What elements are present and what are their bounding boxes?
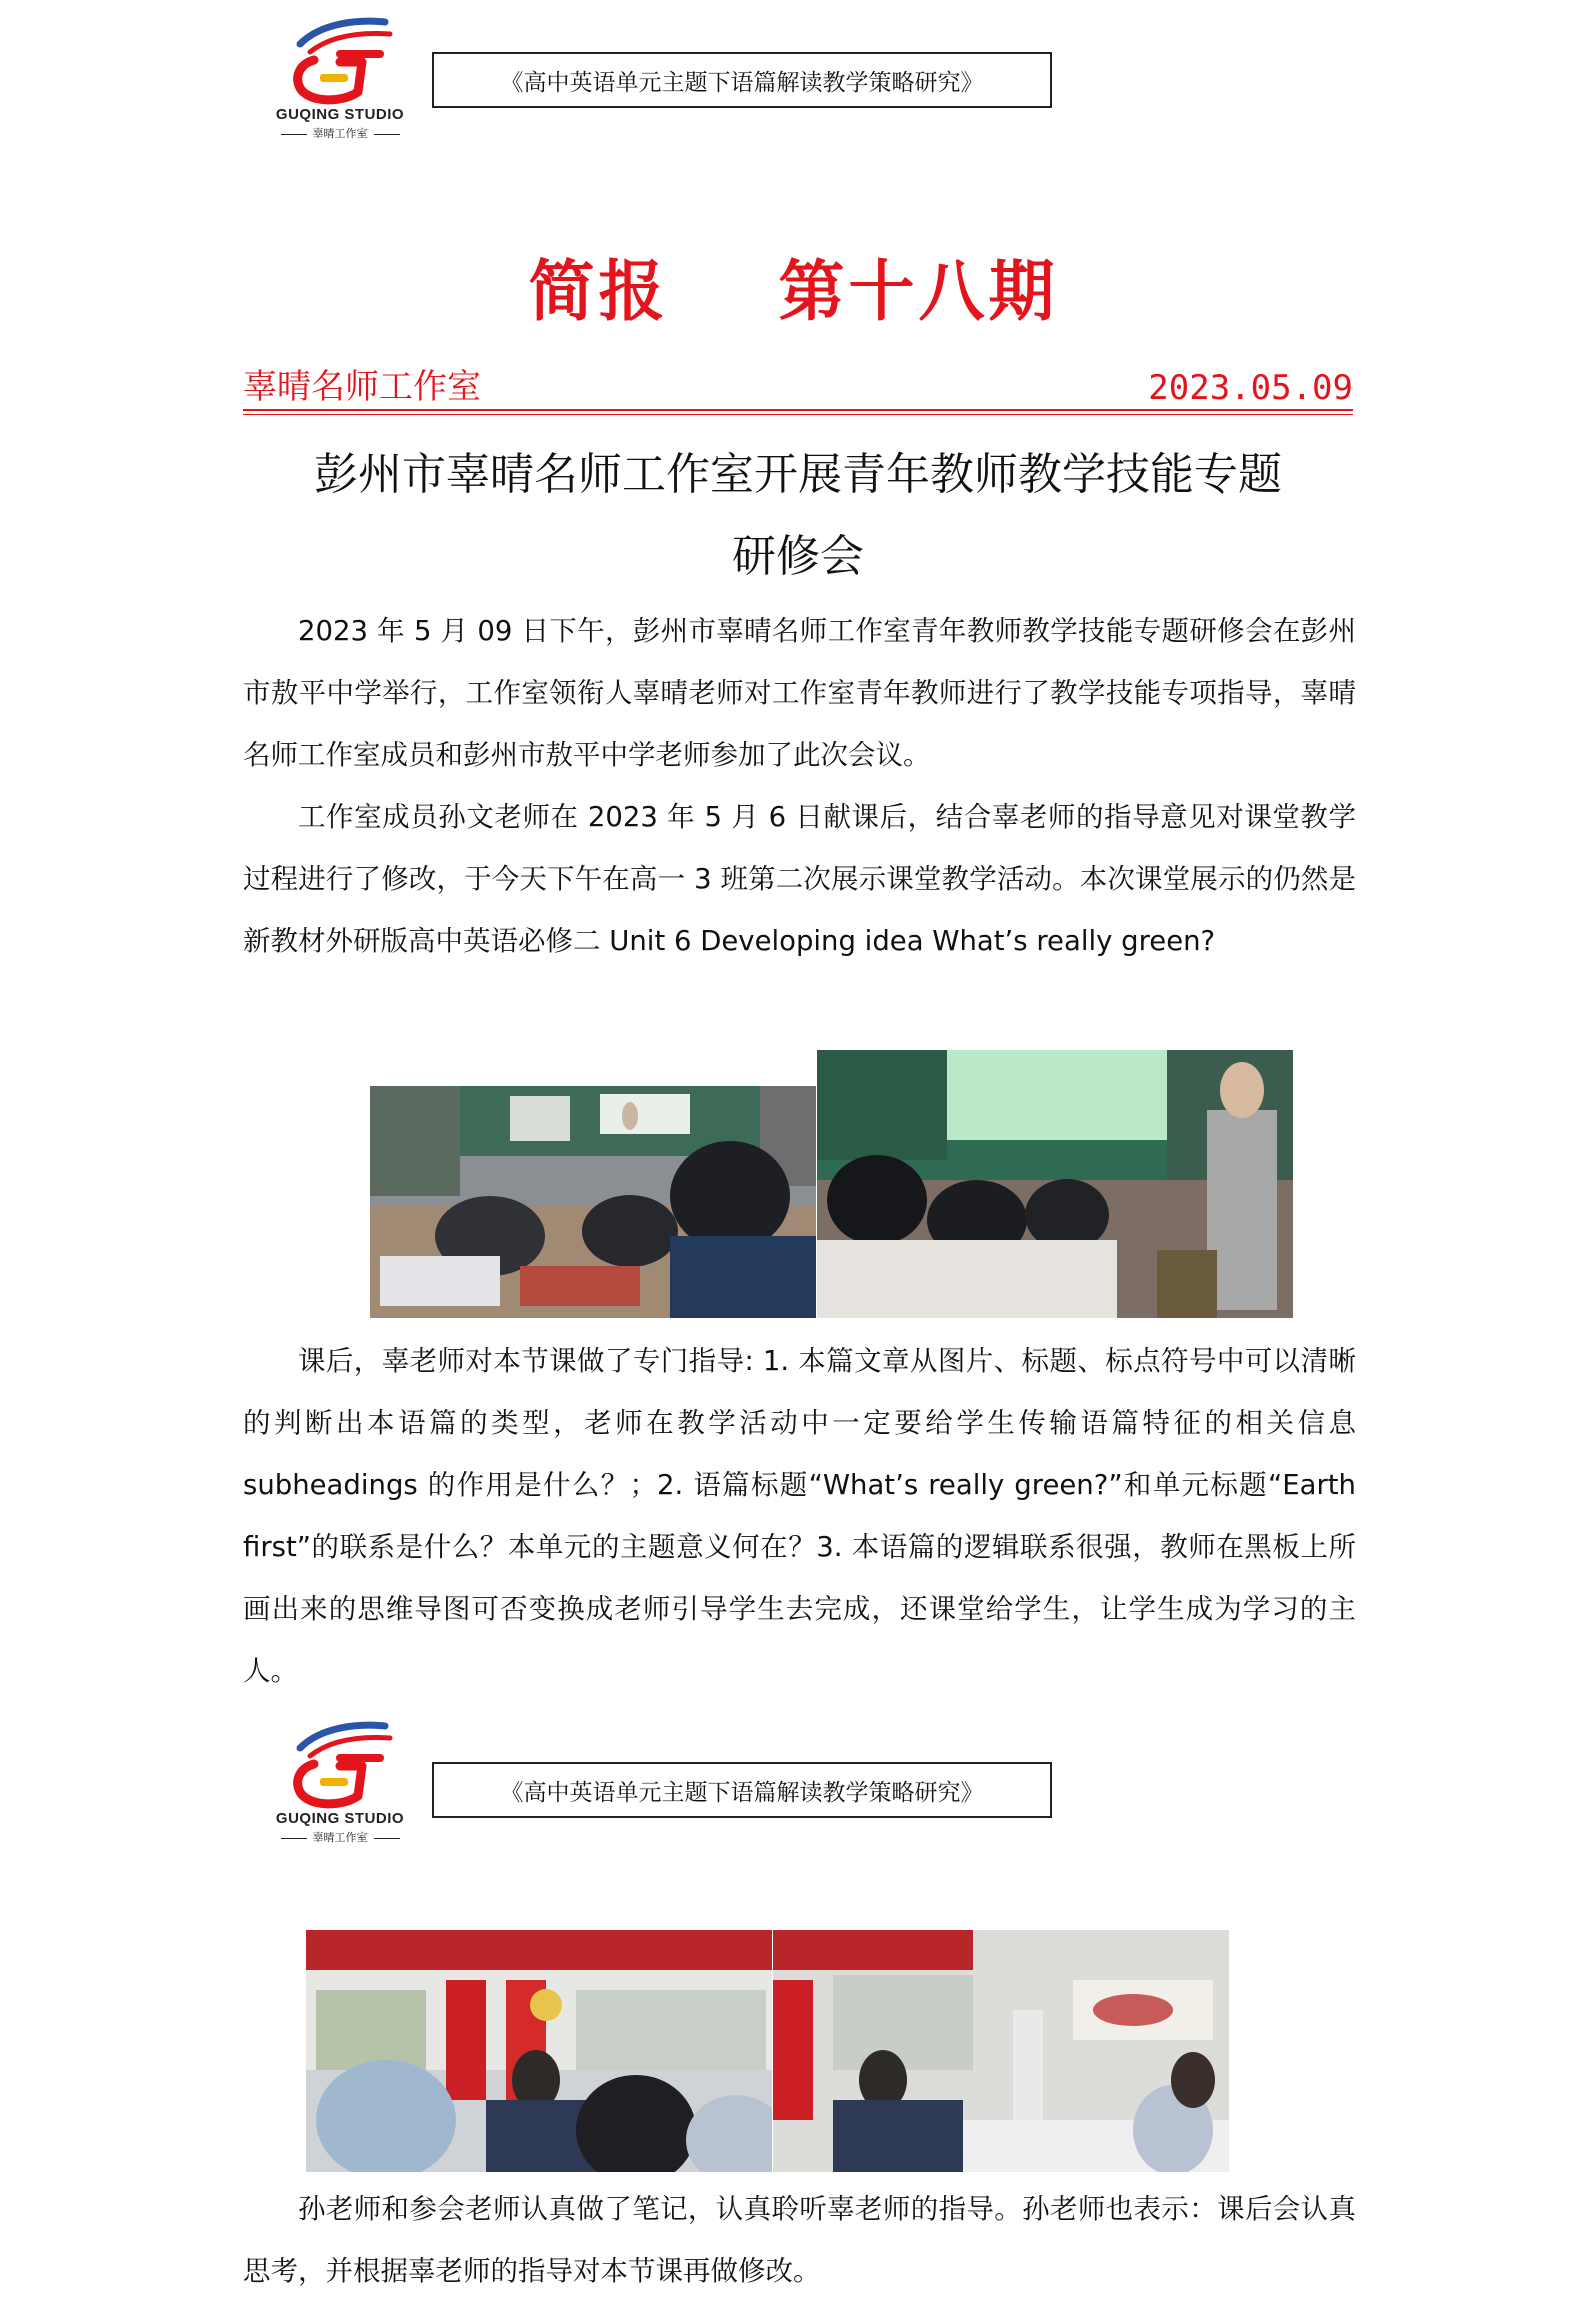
article-title <box>243 434 1353 598</box>
meeting-photo-2 <box>773 1930 1229 2172</box>
studio-logo <box>270 14 410 144</box>
logo-name: GUQING STUDIO <box>275 1810 405 1827</box>
paragraph-guidance: 课后，辜老师对本节课做了专门指导: 1. 本篇文章从图片、标题、标点符号中可以清晰的判断出本语篇的类型，老师在教学活动中一定要给学生传输语篇特征的相关信息 subheadings 的作用是什么？；2. 语篇标题“What’s really green?”和单元标题“Earth first”的联系是什么？本单元的主题意义何在？3. 本语篇的逻辑联系很强，教师在黑板上所画出来的思维导图可否变换成老师引导学生去完成，还课堂给学生，让学生成为学习的主人。 <box>243 1345 1356 1687</box>
logo-name: GUQING STUDIO <box>275 106 405 123</box>
guqing-logo-icon <box>280 1718 400 1810</box>
classroom-photo-1 <box>370 1086 816 1318</box>
paragraph-intro: 2023 年 5 月 09 日下午，彭州市辜晴名师工作室青年教师教学技能专题研修会在彭州市敖平中学举行，工作室领衔人辜晴老师对工作室青年教师进行了教学技能专项指导，辜晴名师工作室成员和彭州市敖平中学老师参加了此次会议。 <box>243 615 1356 771</box>
meeting-photo-1 <box>306 1930 772 2172</box>
article-body-1 <box>243 600 1356 972</box>
article-body-2 <box>243 1330 1356 1702</box>
logo-subtitle: 辜晴工作室 <box>270 1829 410 1845</box>
guqing-logo-icon <box>280 14 400 106</box>
article-body-3 <box>243 2178 1356 2302</box>
title-line-1: 彭州市辜晴名师工作室开展青年教师教学技能专题 <box>314 449 1282 500</box>
issue-heading <box>0 238 1587 333</box>
publish-date: 2023.05.09 <box>1148 368 1353 408</box>
meeting-photo-1-image <box>306 1930 772 2172</box>
studio-name: 辜晴名师工作室 <box>243 367 481 407</box>
title-line-2: 研修会 <box>732 531 864 582</box>
paragraph-lesson: 工作室成员孙文老师在 2023 年 5 月 6 日献课后，结合辜老师的指导意见对课堂教学过程进行了修改，于今天下午在高一 3 班第二次展示课堂教学活动。本次课堂展示的仍然是新教材外研版高中英语必修二 Unit 6 Developing idea What’s really green? <box>243 801 1356 957</box>
classroom-photo-1-image <box>370 1086 816 1318</box>
studio-logo-page2 <box>270 1718 410 1848</box>
banner-text: 《高中英语单元主题下语篇解读教学策略研究》 <box>500 1779 984 1806</box>
meta-divider-top <box>243 409 1353 411</box>
meeting-photo-2-image <box>773 1930 1229 2172</box>
logo-subtitle: 辜晴工作室 <box>270 125 410 141</box>
issue-number: 第十八期 <box>778 252 1059 330</box>
research-banner-page2 <box>432 1762 1052 1818</box>
research-banner <box>432 52 1052 108</box>
classroom-photo-2-image <box>817 1050 1293 1318</box>
paragraph-feedback: 孙老师和参会老师认真做了笔记，认真聆听辜老师的指导。孙老师也表示：课后会认真思考，并根据辜老师的指导对本节课再做修改。 <box>243 2193 1356 2287</box>
meta-row <box>243 362 1353 408</box>
issue-label: 简报 <box>528 252 669 330</box>
classroom-photo-2 <box>817 1050 1293 1318</box>
banner-text: 《高中英语单元主题下语篇解读教学策略研究》 <box>500 69 984 96</box>
meta-divider-bottom <box>243 414 1353 415</box>
